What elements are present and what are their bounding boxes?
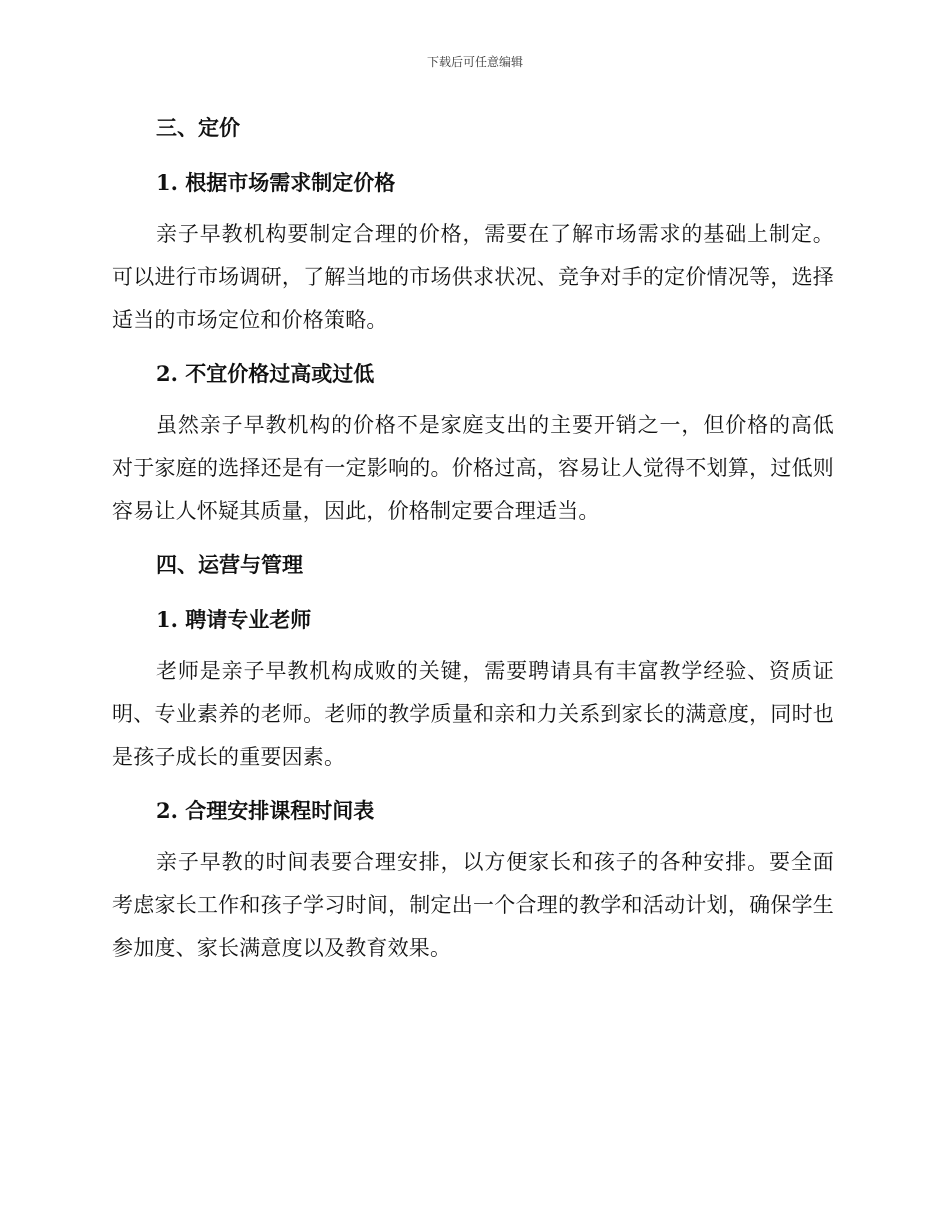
paragraph-course-schedule: 亲子早教的时间表要合理安排，以方便家长和孩子的各种安排。要全面考虑家长工作和孩子学习时间，制定出一个合理的教学和活动计划，确保学生参加度、家长满意度以及教育效果。 xyxy=(112,850,834,960)
page-header-note: 下载后可任意编辑 xyxy=(426,55,523,69)
paragraph-price-balance: 虽然亲子早教机构的价格不是家庭支出的主要开销之一，但价格的高低对于家庭的选择还是有一定影响的。价格过高，容易让人觉得不划算，过低则容易让人怀疑其质量，因此，价格制定要合理适当。 xyxy=(112,413,834,523)
document-body xyxy=(112,112,834,970)
paragraph-market-demand-pricing: 亲子早教机构要制定合理的价格，需要在了解市场需求的基础上制定。可以进行市场调研，了解当地的市场供求状况、竞争对手的定价情况等，选择适当的市场定位和价格策略。 xyxy=(112,222,834,332)
paragraph-hire-teachers: 老师是亲子早教机构成败的关键，需要聘请具有丰富教学经验、资质证明、专业素养的老师。老师的教学质量和亲和力关系到家长的满意度，同时也是孩子成长的重要因素。 xyxy=(112,659,834,769)
section-heading-pricing: 三、定价 xyxy=(156,115,240,140)
subheading-price-balance: 2. 不宜价格过高或过低 xyxy=(156,361,375,386)
subheading-hire-teachers: 1. 聘请专业老师 xyxy=(156,607,312,632)
subheading-course-schedule: 2. 合理安排课程时间表 xyxy=(156,798,375,823)
subheading-market-demand-pricing: 1. 根据市场需求制定价格 xyxy=(156,170,396,195)
section-heading-operations: 四、运营与管理 xyxy=(156,552,303,577)
